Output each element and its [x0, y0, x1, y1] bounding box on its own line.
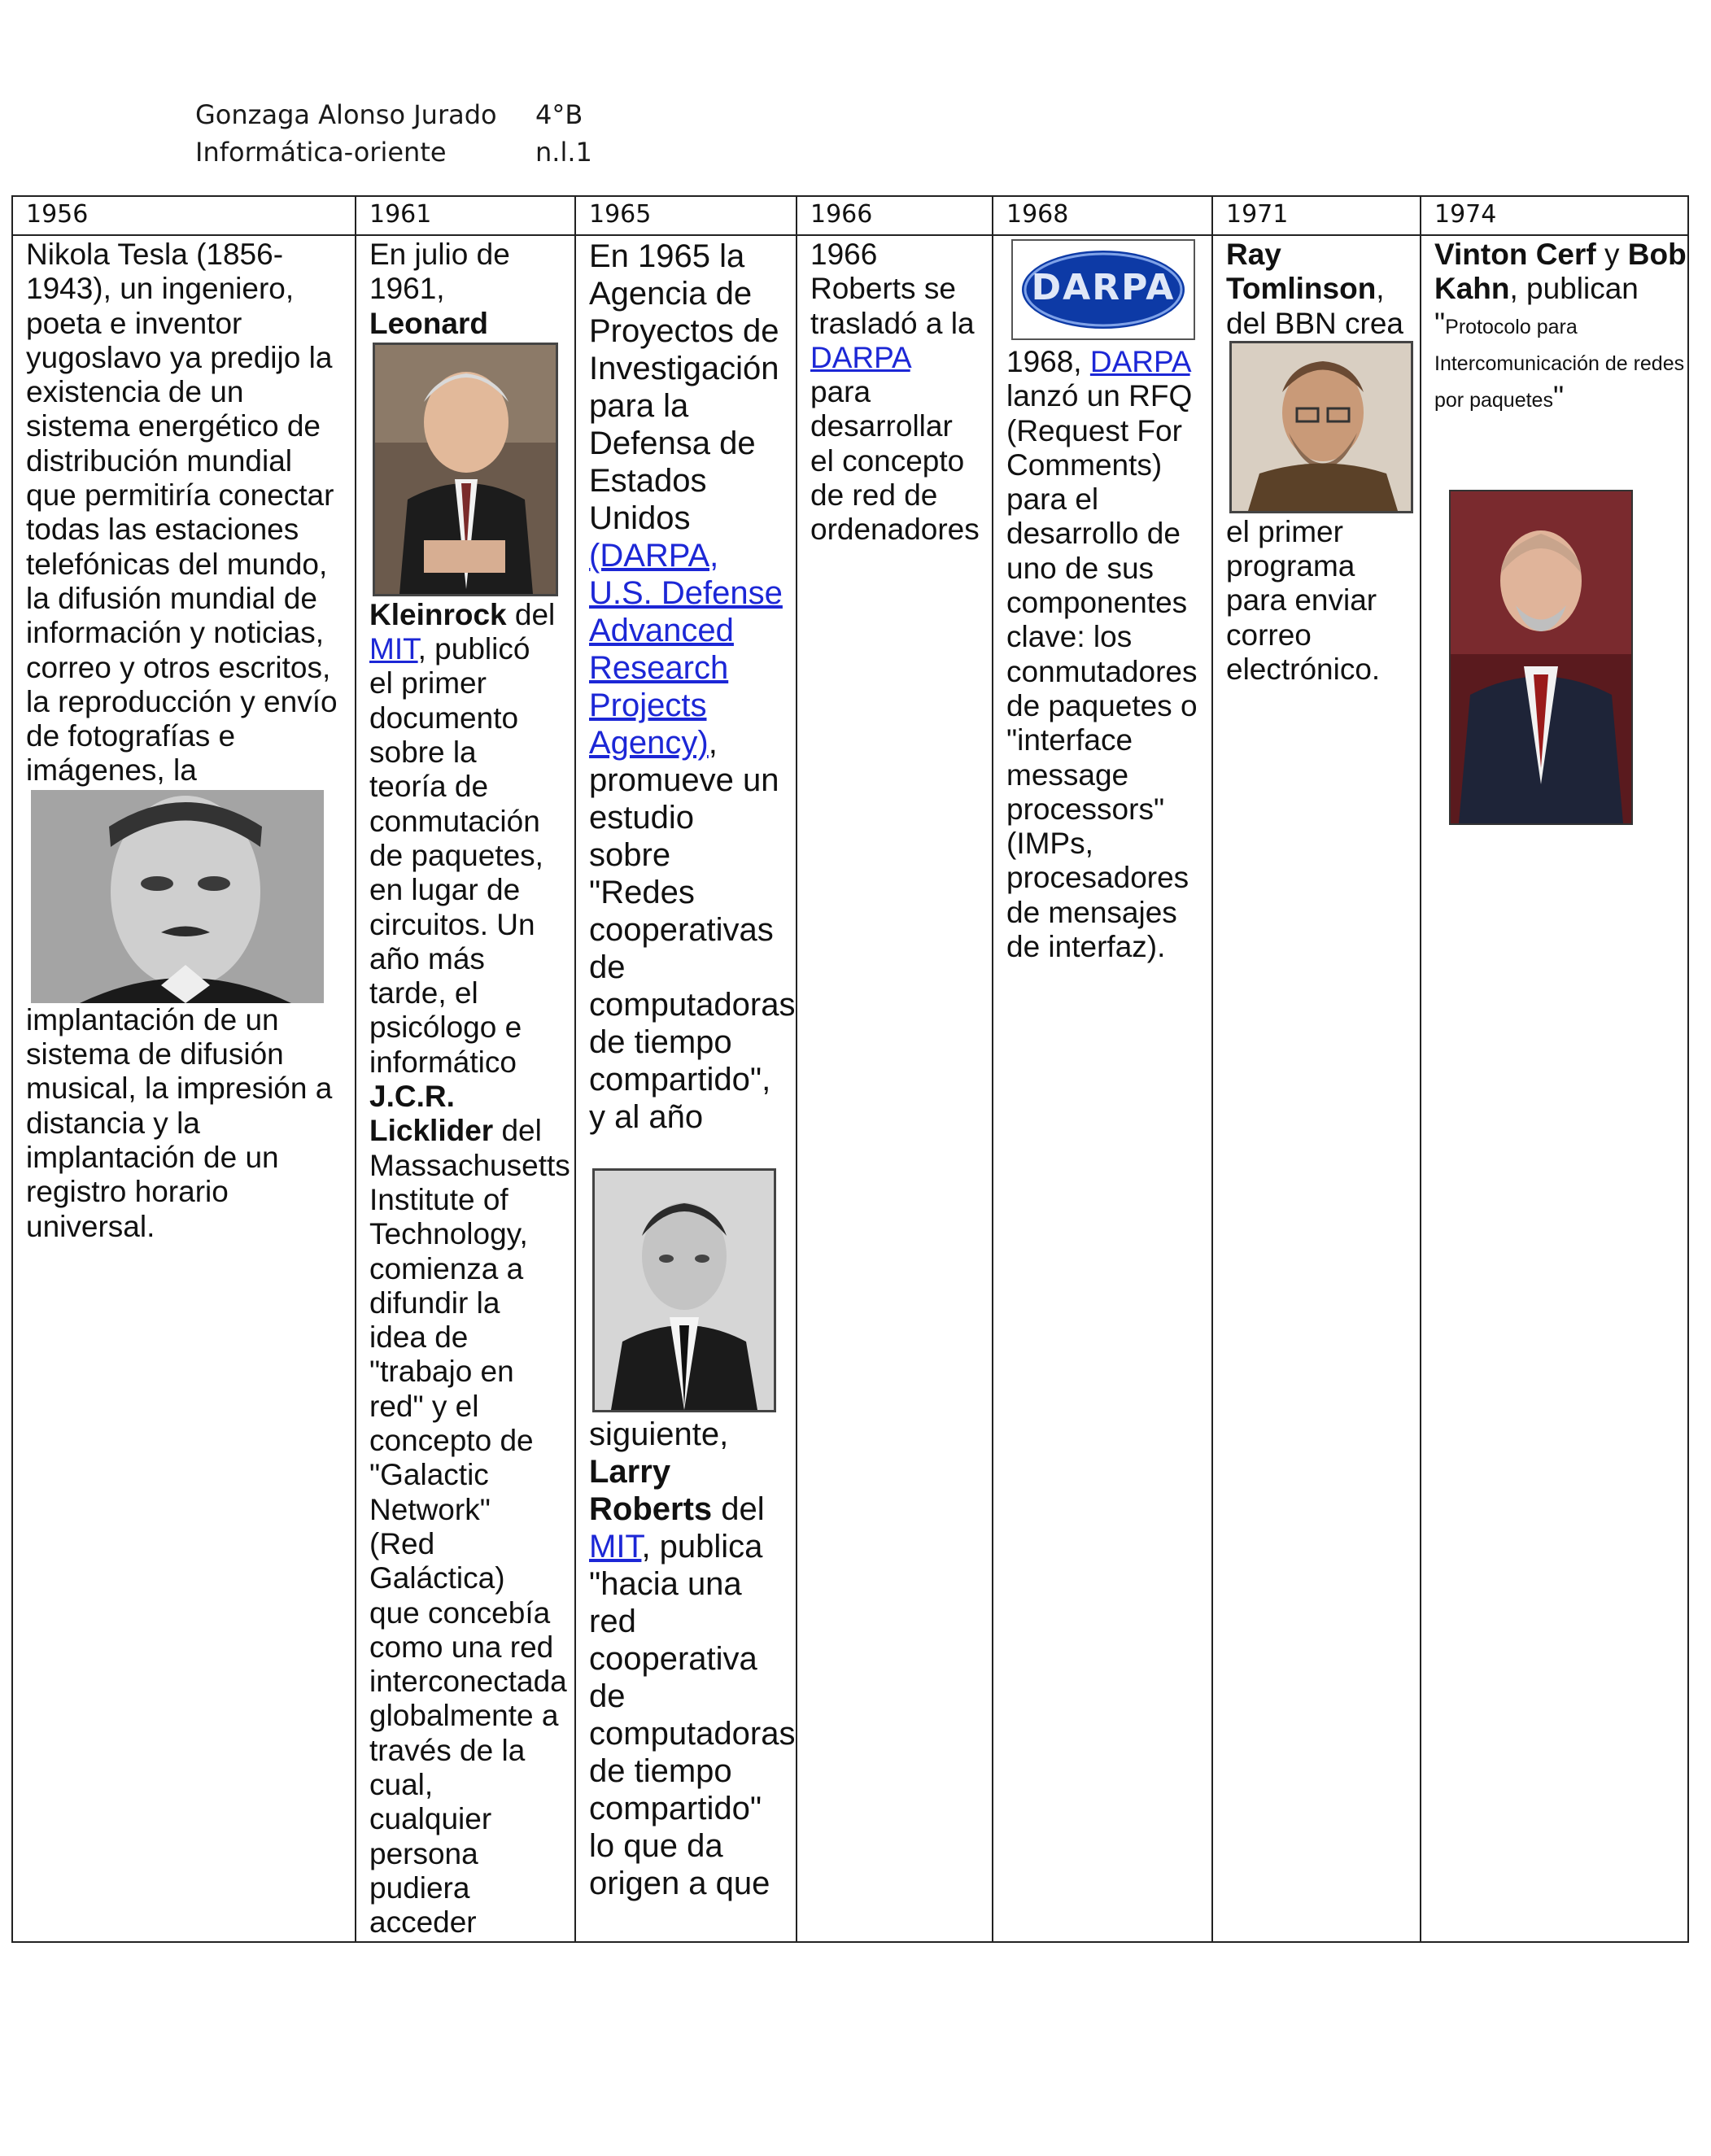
roberts-1966-text: 1966 Roberts se trasladó a la DARPA para desarrollar el concepto de red de ordenadores — [810, 238, 980, 547]
kleinrock-first-name: Leonard — [369, 306, 488, 340]
larry-roberts-name: Larry Roberts — [589, 1454, 713, 1527]
content-row — [12, 235, 1688, 1942]
tesla-text-1: Nikola Tesla (1856-1943), un ingeniero, poeta e inventor yugoslavo ya predijo la existencia de un sistema energético de distribución mundial que permitiría conectar todas las estaciones telefónicas del mundo, la difusión mundial de información y noticias, correo y otros escritos, la reproducción y envío de fotografías e imágenes, la — [26, 238, 338, 788]
year-cell-1966: 1966 — [797, 196, 993, 235]
year-cell-1965: 1965 — [575, 196, 797, 235]
year-cell-1971: 1971 — [1212, 196, 1421, 235]
darpa-link-1966[interactable]: DARPA — [810, 340, 910, 374]
cerf-kahn-text: Vinton Cerf y Bob Kahn, publican "Protocolo para Intercomunicación de redes por paquetes" — [1434, 238, 1687, 413]
darpa-link-1965[interactable]: (DARPA, U.S. Defense Advanced Research Projects Agency) — [589, 538, 783, 761]
content-cell-1961 — [356, 235, 575, 1942]
list-number: n.l.1 — [535, 137, 592, 168]
darpa-1968-text: 1968, DARPA lanzó un RFQ (Request For Comments) para el desarrollo de uno de sus componentes clave: los conmutadores de paquetes o "interface message processors" (IMPs, procesadores de mensajes de interfaz). — [1006, 345, 1198, 964]
protocol-title: Protocolo para Intercomunicación de redes por paquetes — [1434, 315, 1685, 412]
darpa-link-1968[interactable]: DARPA — [1089, 345, 1190, 378]
year-row — [12, 196, 1688, 235]
darpa-logo — [1011, 239, 1195, 340]
content-cell-1974 — [1421, 235, 1688, 1942]
year-cell-1968: 1968 — [993, 196, 1212, 235]
subject-name: Informática-oriente — [195, 137, 447, 168]
content-cell-1971 — [1212, 235, 1421, 1942]
tomlinson-text-2: el primer programa para enviar correo electrónico. — [1226, 514, 1381, 687]
bob-kahn-name: Bob Kahn — [1434, 238, 1687, 306]
licklider-name: J.C.R. Licklider — [369, 1080, 494, 1148]
roberts-photo — [592, 1168, 776, 1412]
ray-tomlinson-name: Ray Tomlinson — [1226, 238, 1377, 306]
content-cell-1966 — [797, 235, 993, 1942]
year-cell-1956: 1956 — [12, 196, 356, 235]
kleinrock-photo — [373, 343, 558, 596]
timeline-table — [11, 195, 1689, 1943]
vinton-cerf-name: Vinton Cerf — [1434, 238, 1596, 271]
student-group: 4°B — [535, 99, 583, 130]
tesla-photo — [31, 790, 324, 1003]
content-cell-1956 — [12, 235, 356, 1942]
content-cell-1965 — [575, 235, 797, 1942]
kleinrock-intro: En julio de 1961, — [369, 238, 510, 306]
year-cell-1961: 1961 — [356, 196, 575, 235]
page-header — [195, 96, 592, 171]
kleinrock-text: Kleinrock del MIT, publicó el primer documento sobre la teoría de conmutación de paquetes, en lugar de circuitos. Un año más tarde, el psicólogo e informático J.C.R. Licklider del Massachusetts Institute of Technology, comienza a difundir la idea de "trabajo en red" y el concepto de "Galactic Network" (Red Galáctica) que concebía como una red interconectada globalmente a través de la cual, cualquier persona pudiera acceder — [369, 597, 570, 1940]
kleinrock-last-name: Kleinrock — [369, 597, 507, 631]
darpa-logo-text: DARPA — [1031, 267, 1176, 308]
darpa-1965-text: En 1965 la Agencia de Proyectos de Investigación para la Defensa de Estados Unidos (DARPA, U.S. Defense Advanced Research Projects Agency), promueve un estudio sobre "Redes cooperativas de computadoras de tiempo compartido", y al año — [589, 238, 796, 1135]
roberts-text: siguiente, Larry Roberts del MIT, publica "hacia una red cooperativa de computadoras de tiempo compartido" lo que da origen a que — [589, 1416, 796, 1901]
year-cell-1974: 1974 — [1421, 196, 1688, 235]
tesla-text-2: implantación de un sistema de difusión musical, la impresión a distancia y la implantación de un registro horario universal. — [26, 1002, 333, 1243]
cerf-photo — [1449, 490, 1633, 825]
tomlinson-text-1: Ray Tomlinson, del BBN crea — [1226, 238, 1403, 340]
content-cell-1968 — [993, 235, 1212, 1942]
mit-link-1961[interactable]: MIT — [369, 632, 418, 666]
student-name: Gonzaga Alonso Jurado — [195, 99, 497, 130]
mit-link-1965[interactable]: MIT — [589, 1529, 642, 1565]
tomlinson-photo — [1229, 341, 1413, 513]
